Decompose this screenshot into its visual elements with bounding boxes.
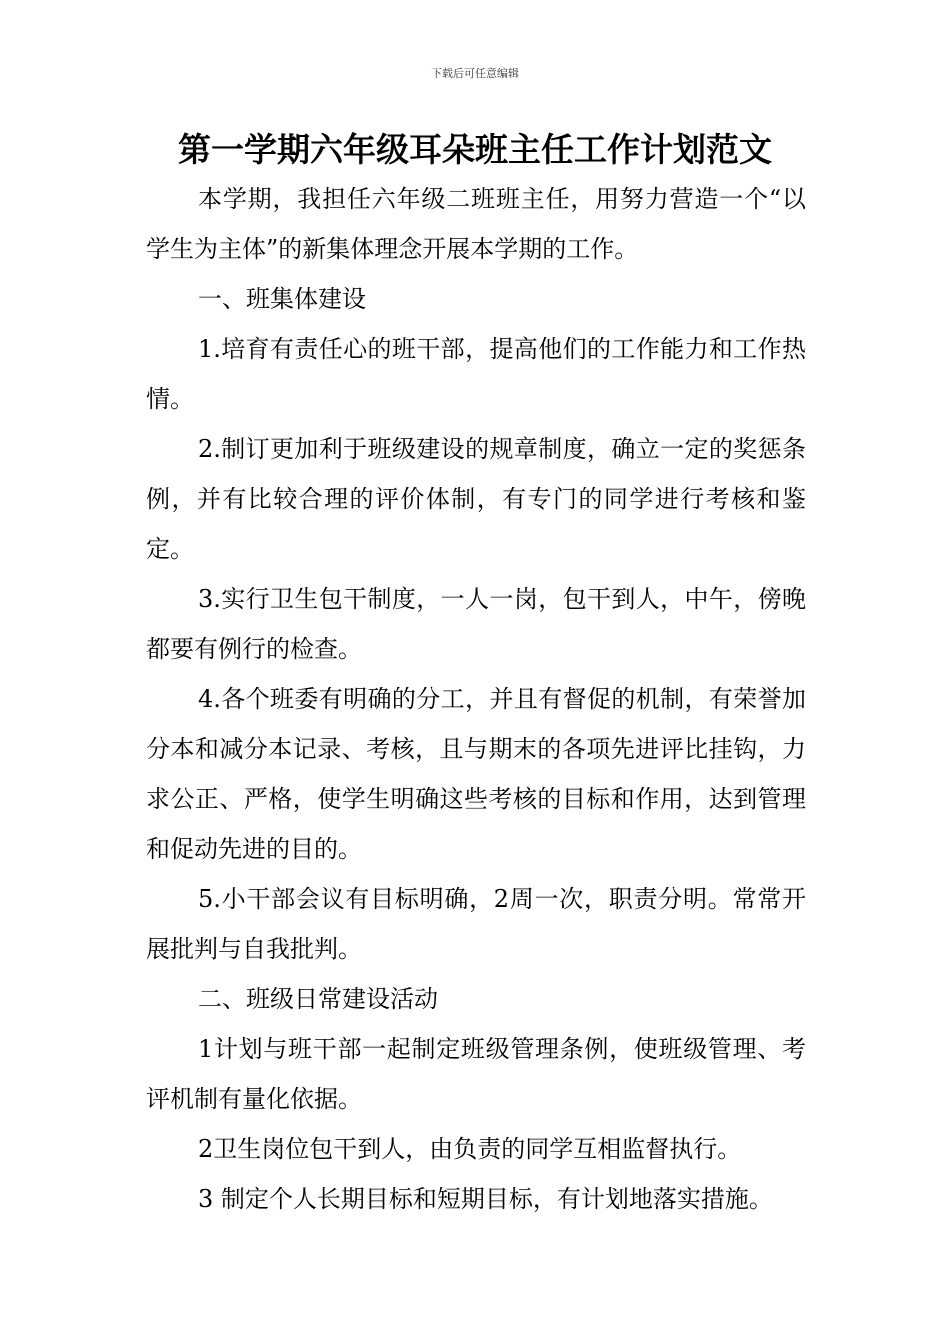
activity-item-2: 2卫生岗位包干到人，由负责的同学互相监督执行。 bbox=[198, 1135, 742, 1163]
list-item-1: 1.培育有责任心的班干部，提高他们的工作能力和工作热情。 bbox=[146, 335, 806, 413]
section-heading-daily-activities: 二、班级日常建设活动 bbox=[198, 985, 438, 1013]
intro-paragraph: 本学期，我担任六年级二班班主任，用努力营造一个“以学生为主体”的新集体理念开展本学期的工作。 bbox=[146, 185, 806, 263]
document-body bbox=[146, 174, 806, 1224]
list-item-4: 4.各个班委有明确的分工，并且有督促的机制，有荣誉加分本和减分本记录、考核，且与期末的各项先进评比挂钩，力求公正、严格，使学生明确这些考核的目标和作用，达到管理和促动先进的目的。 bbox=[146, 685, 806, 863]
activity-item-3: 3 制定个人长期目标和短期目标，有计划地落实措施。 bbox=[198, 1185, 773, 1213]
section-heading-class-building: 一、班集体建设 bbox=[198, 285, 366, 313]
page-header-note: 下载后可任意编辑 bbox=[431, 67, 519, 80]
document-title: 第一学期六年级耳朵班主任工作计划范文 bbox=[178, 130, 772, 169]
list-item-2: 2.制订更加利于班级建设的规章制度，确立一定的奖惩条例，并有比较合理的评价体制，有专门的同学进行考核和鉴定。 bbox=[146, 435, 806, 563]
list-item-5: 5.小干部会议有目标明确，2周一次，职责分明。常常开展批判与自我批判。 bbox=[146, 885, 806, 963]
activity-item-1: 1计划与班干部一起制定班级管理条例，使班级管理、考评机制有量化依据。 bbox=[146, 1035, 806, 1113]
list-item-3: 3.实行卫生包干制度，一人一岗，包干到人，中午，傍晚都要有例行的检查。 bbox=[146, 585, 806, 663]
